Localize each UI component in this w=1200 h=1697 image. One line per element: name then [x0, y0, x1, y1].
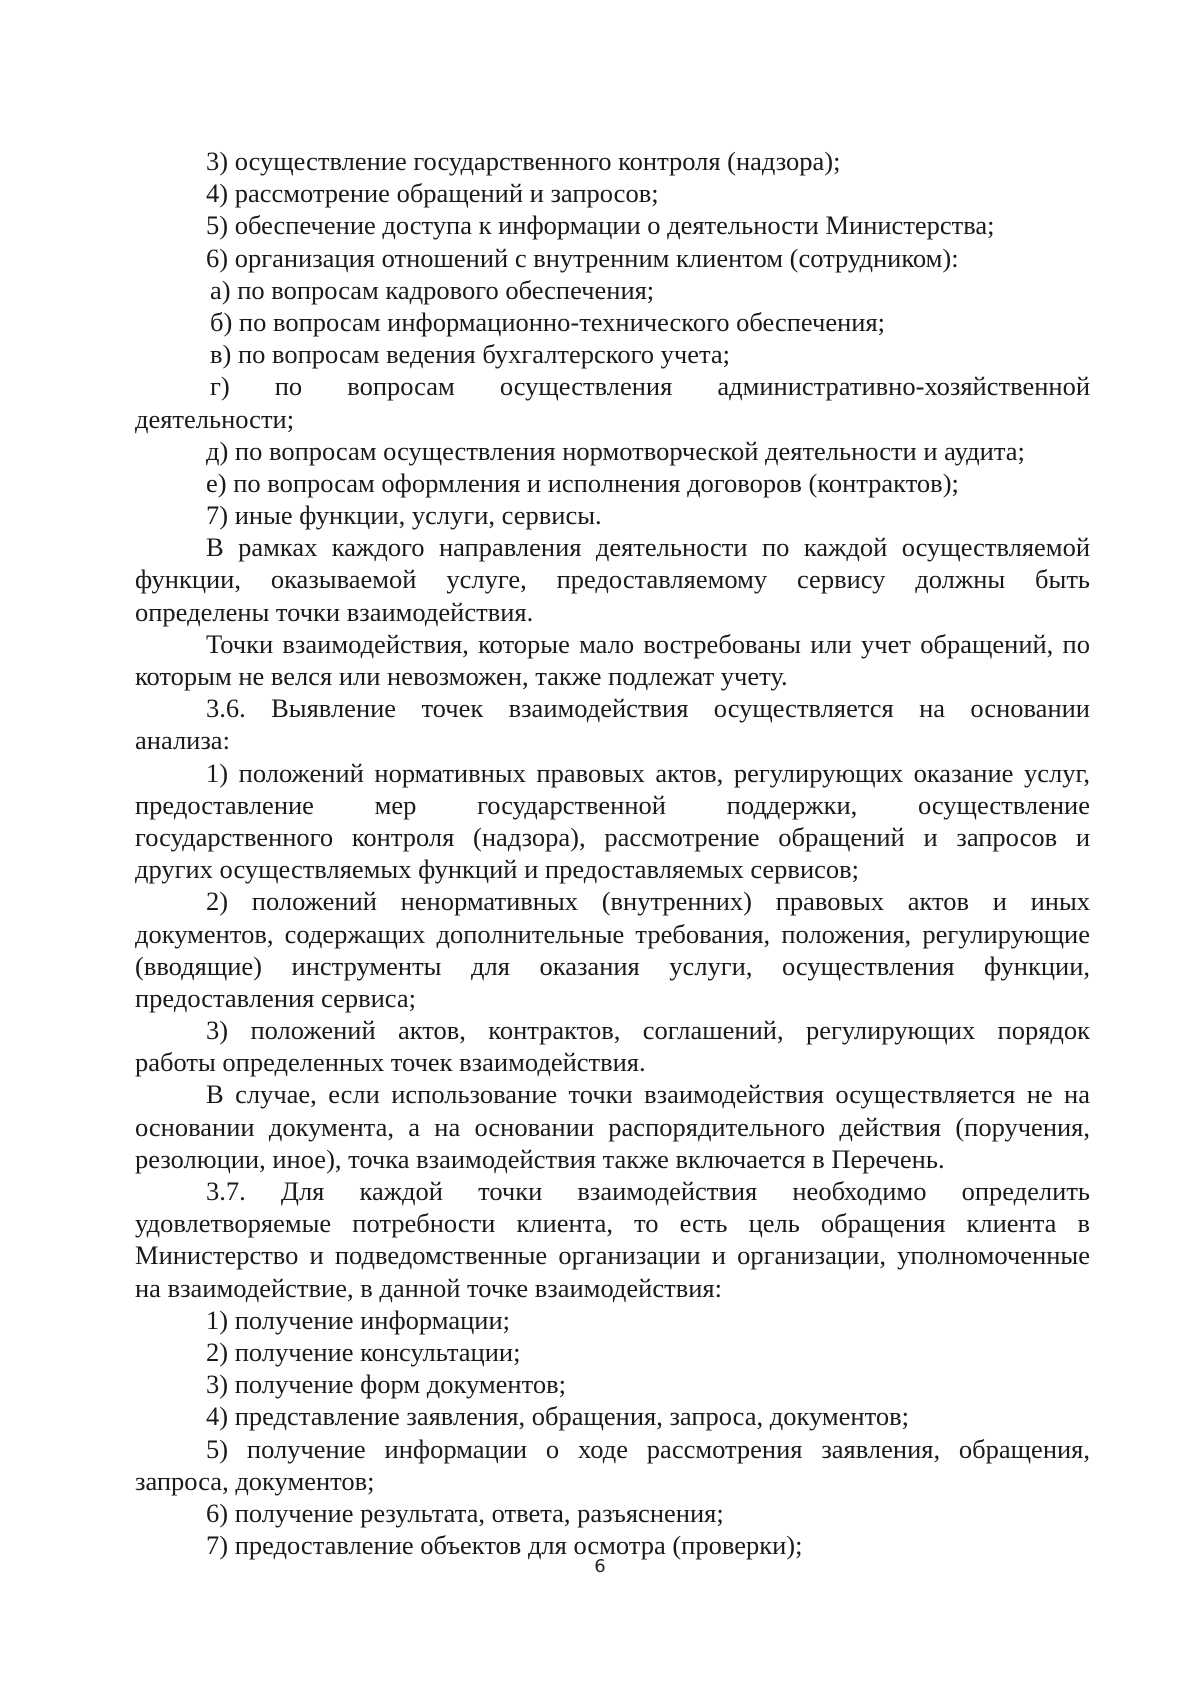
- paragraph-line: Точки взаимодействия, которые мало востребованы или учет обращений, по: [206, 628, 1090, 659]
- paragraph-line: В случае, если использование точки взаимодействия осуществляется не на: [206, 1079, 1090, 1110]
- text-line: деятельности;: [135, 403, 295, 434]
- list-item: а) по вопросам кадрового обеспечения;: [210, 274, 655, 305]
- list-item: б) по вопросам информационно-технического обеспечения;: [210, 306, 886, 337]
- list-item: 5) получение информации о ходе рассмотрения заявления, обращения,: [206, 1433, 1090, 1464]
- list-item: 2) получение консультации;: [206, 1336, 521, 1367]
- list-item: 6) организация отношений с внутренним клиентом (сотрудником):: [206, 242, 959, 273]
- list-item: 1) получение информации;: [206, 1304, 510, 1335]
- list-item: е) по вопросам оформления и исполнения договоров (контрактов);: [206, 467, 959, 498]
- paragraph-line: определены точки взаимодействия.: [135, 596, 534, 627]
- paragraph-line: резолюции, иное), точка взаимодействия также включается в Перечень.: [135, 1143, 945, 1174]
- list-item: 4) рассмотрение обращений и запросов;: [206, 178, 659, 209]
- list-item: 3) положений актов, контрактов, соглашений, регулирующих порядок: [206, 1015, 1090, 1046]
- paragraph-line: работы определенных точек взаимодействия.: [135, 1047, 646, 1078]
- paragraph-line: предоставления сервиса;: [135, 982, 416, 1013]
- page-number: 6: [594, 1556, 606, 1577]
- list-item: 2) положений ненормативных (внутренних) правовых актов и иных: [206, 886, 1090, 917]
- paragraph-line: предоставление мер государственной поддержки, осуществление: [135, 789, 1090, 820]
- paragraph-line: основании документа, а на основании распорядительного действия (поручения,: [135, 1111, 1090, 1142]
- section-heading-line: 3.7. Для каждой точки взаимодействия необходимо определить: [206, 1176, 1090, 1206]
- list-item: 7) предоставление объектов для осмотра (проверки);: [206, 1530, 803, 1561]
- list-item: 3) осуществление государственного контроля (надзора);: [206, 146, 841, 176]
- list-item: 3) получение форм документов;: [206, 1369, 566, 1400]
- paragraph-line: которым не велся или невозможен, также подлежат учету.: [135, 661, 788, 691]
- list-item: 7) иные функции, услуги, сервисы.: [206, 500, 602, 531]
- document-body: [135, 145, 1090, 1561]
- paragraph-line: удовлетворяемые потребности клиента, то есть цель обращения клиента в: [135, 1208, 1090, 1239]
- paragraph-line: анализа:: [135, 725, 230, 756]
- paragraph-line: (вводящие) инструменты для оказания услуги, осуществления функции,: [135, 950, 1090, 981]
- paragraph-line: В рамках каждого направления деятельности по каждой осуществляемой: [206, 532, 1090, 563]
- paragraph-line: государственного контроля (надзора), рассмотрение обращений и запросов и: [135, 821, 1090, 852]
- section-heading-line: 3.6. Выявление точек взаимодействия осуществляется на основании: [206, 693, 1090, 724]
- list-item: 6) получение результата, ответа, разъяснения;: [206, 1497, 724, 1528]
- list-item: 5) обеспечение доступа к информации о деятельности Министерства;: [206, 210, 995, 241]
- paragraph-line: запроса, документов;: [135, 1465, 375, 1496]
- paragraph-line: Министерство и подведомственные организации и организации, уполномоченные: [135, 1240, 1090, 1271]
- list-item: д) по вопросам осуществления нормотворческой деятельности и аудита;: [206, 435, 1025, 466]
- paragraph-line: других осуществляемых функций и предоставляемых сервисов;: [135, 854, 860, 885]
- list-item: в) по вопросам ведения бухгалтерского учета;: [210, 339, 731, 370]
- paragraph-line: на взаимодействие, в данной точке взаимодействия:: [135, 1272, 722, 1303]
- list-item: 4) представление заявления, обращения, запроса, документов;: [206, 1401, 909, 1432]
- paragraph-line: документов, содержащих дополнительные требования, положения, регулирующие: [135, 918, 1090, 949]
- list-item: 1) положений нормативных правовых актов, регулирующих оказание услуг,: [206, 757, 1090, 788]
- list-item: г) по вопросам осуществления административно-хозяйственной: [210, 371, 1090, 402]
- paragraph-line: функции, оказываемой услуге, предоставляемому сервису должны быть: [135, 564, 1090, 595]
